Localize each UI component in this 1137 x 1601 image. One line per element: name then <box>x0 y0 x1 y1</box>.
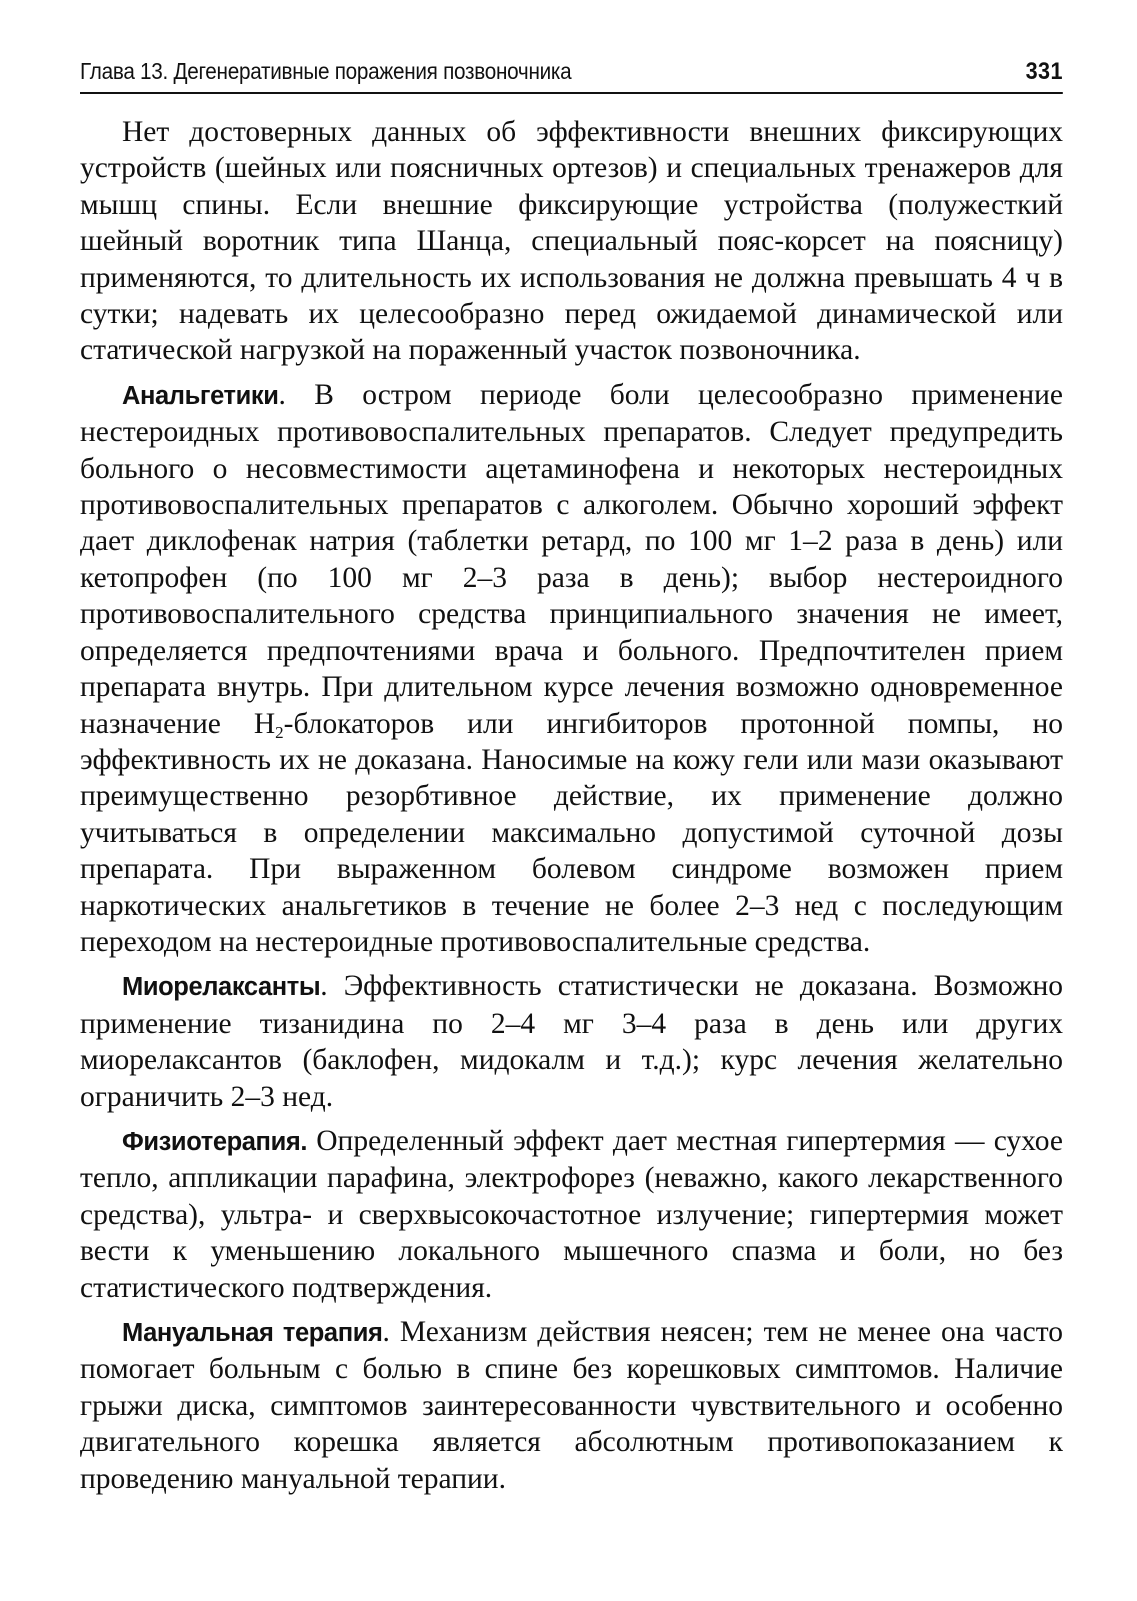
paragraph-text-continued: -блокаторов или ингибиторов протонной помпы, но эффективность их не доказана. Наносимые на кожу гели или мази оказывают преимущественно резорбтивное действие, их применение должно учитываться в определении максимально допустимой суточной дозы препарата. При выраженном болевом синдроме возможен прием наркотических анальгетиков в течение не более 2–3 нед с последующим переходом на нестероидные противовоспалительные средства. <box>80 707 1063 958</box>
page-number: 331 <box>1025 58 1063 85</box>
paragraph-heading-analgesics: Анальгетики <box>122 381 279 410</box>
chapter-title: Глава 13. Дегенеративные поражения позвоночника <box>80 58 572 84</box>
paragraph-heading-physiotherapy: Физиотерапия. <box>122 1127 308 1156</box>
body-text <box>80 114 1063 1497</box>
paragraph-manual-therapy <box>80 1314 1063 1497</box>
subscript-2: 2 <box>275 722 284 742</box>
paragraph-analgesics <box>80 377 1063 961</box>
paragraph-text: Нет достоверных данных об эффективности внешних фиксирующих устройств (шейных или поясничных ортезов) и специальных тренажеров для мышц спины. Если внешние фиксирующие устройства (полужесткий шейный воротник типа Шанца, специальный пояс-корсет на поясницу) применяются, то длительность их использования не должна превышать 4 ч в сутки; надевать их целесообразно перед ожидаемой динамической или статической нагрузкой на пораженный участок позвоночника. <box>80 116 1063 367</box>
paragraph-text: Определенный эффект дает местная гипертермия — сухое тепло, аппликации парафина, электрофорез (неважно, какого лекарственного средства), ультра- и сверхвысокочастотное излучение; гипертермия может вести к уменьшению локального мышечного спазма и боли, но без статистического подтверждения. <box>80 1124 1063 1304</box>
paragraph-physiotherapy <box>80 1123 1063 1306</box>
paragraph-text: . Эффективность статистически не доказана. Возможно применение тизанидина по 2–4 мг 3–4 раза в день или других миорелаксантов (баклофен, мидокалм и т.д.); курс лечения желательно ограничить 2–3 нед. <box>80 970 1063 1113</box>
paragraph-heading-manual-therapy: Мануальная терапия <box>122 1319 383 1347</box>
book-page <box>80 58 1063 1505</box>
paragraph-text: . В остром периоде боли целесообразно применение нестероидных противовоспалительных препаратов. Следует предупредить больного о несовместимости ацетаминофена и некоторых нестероидных противовоспалительных препаратов с алкоголем. Обычно хороший эффект дает диклофенак натрия (таблетки ретард, по 100 мг 1–2 раза в день) или кетопрофен (по 100 мг 2–3 раза в день); выбор нестероидного противовоспалительного средства принципиального значения не имеет, определяется предпочтениями врача и больного. Предпочтителен прием препарата внутрь. При длительном курсе лечения возможно одновременное назначение H <box>80 378 1063 740</box>
running-header <box>80 58 1063 94</box>
paragraph-text: . Механизм действия неясен; тем не менее она часто помогает больным с болью в спине без корешковых симптомов. Наличие грыжи диска, симптомов заинтересованности чувствительного и особенно двигательного корешка является абсолютным противопоказанием к проведению мануальной терапии. <box>80 1316 1063 1495</box>
paragraph-fixation-devices <box>80 114 1063 369</box>
paragraph-muscle-relaxants <box>80 968 1063 1115</box>
paragraph-heading-muscle-relaxants: Миорелаксанты <box>122 973 321 1002</box>
